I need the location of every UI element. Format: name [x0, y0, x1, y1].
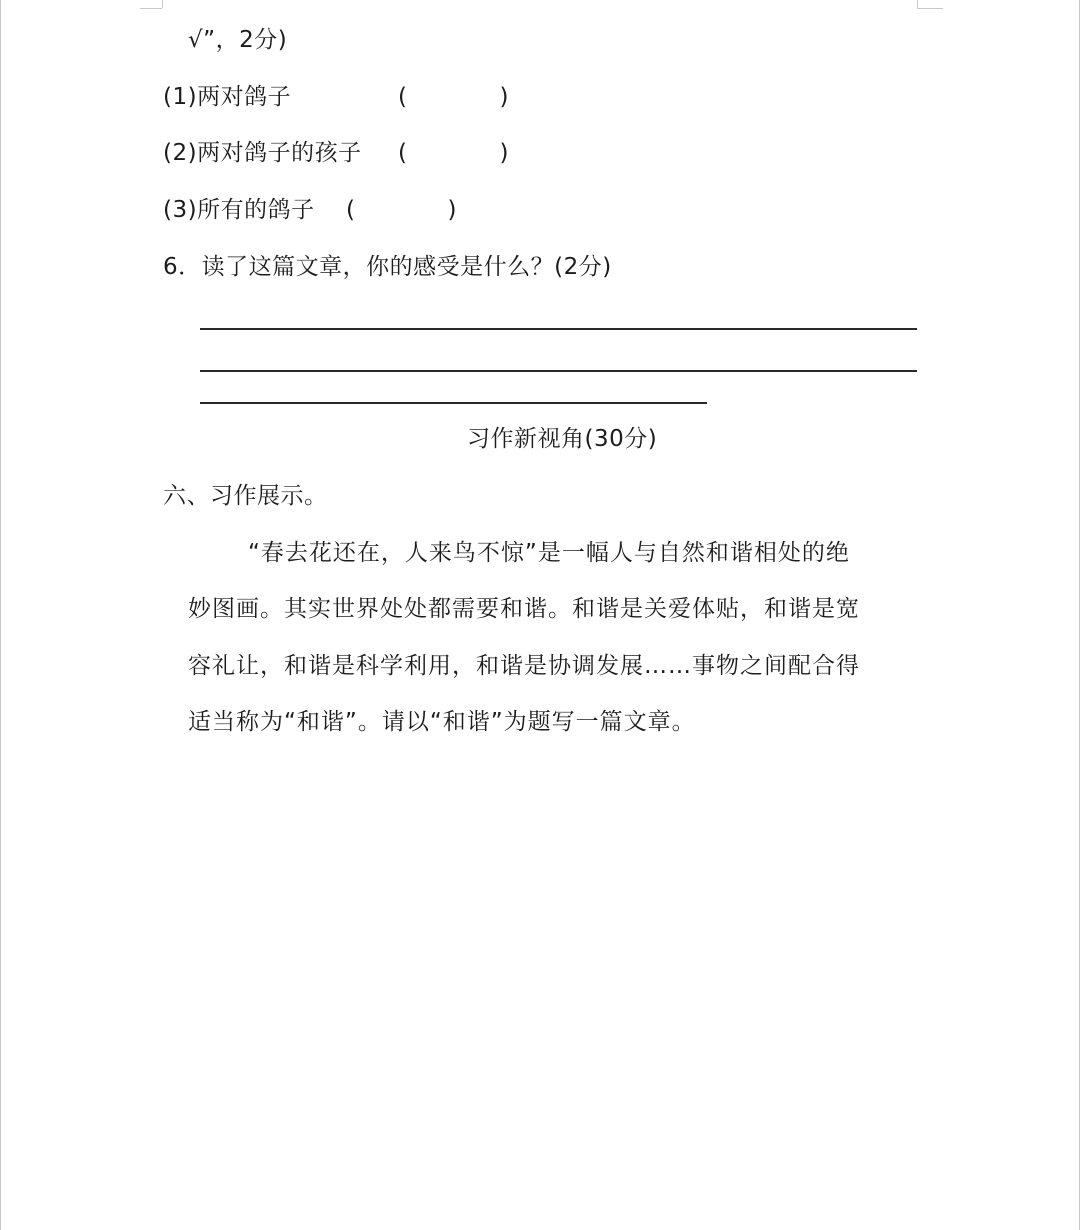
answer-line-2[interactable] [200, 370, 917, 372]
section-title: 习作新视角(30分) [467, 426, 658, 452]
option-1-label: (1)两对鸽子 [163, 84, 292, 110]
question-6: 6．读了这篇文章，你的感受是什么？(2分) [163, 254, 612, 280]
crop-mark-left [162, 0, 163, 8]
option-3 [163, 195, 315, 225]
option-3-answer-paren[interactable]: ( ) [346, 197, 457, 223]
option-3-label: (3)所有的鸽子 [163, 197, 315, 223]
question-5-tail: √”，2分) [188, 27, 288, 53]
crop-mark-right-h [917, 8, 943, 9]
option-2-label: (2)两对鸽子的孩子 [163, 140, 362, 166]
essay-prompt-line-2: 妙图画。其实世界处处都需要和谐。和谐是关爱体贴，和谐是宽 [188, 596, 860, 622]
option-2-answer-paren[interactable]: ( ) [398, 140, 509, 166]
option-1-answer-paren[interactable]: ( ) [398, 84, 509, 110]
page-left-edge [0, 0, 1, 1230]
crop-mark-right [917, 0, 918, 8]
crop-mark-left-h [140, 8, 162, 9]
option-1 [163, 82, 291, 112]
answer-line-1[interactable] [200, 328, 917, 330]
essay-prompt-line-3: 容礼让，和谐是科学利用，和谐是协调发展……事物之间配合得 [188, 653, 860, 679]
essay-prompt-line-1: “春去花还在，人来鸟不惊”是一幅人与自然和谐相处的绝 [248, 540, 850, 566]
option-2 [163, 138, 362, 168]
part-6-heading: 六、习作展示。 [163, 483, 328, 509]
essay-prompt-line-4: 适当称为“和谐”。请以“和谐”为题写一篇文章。 [188, 709, 696, 735]
answer-line-3[interactable] [200, 402, 707, 404]
